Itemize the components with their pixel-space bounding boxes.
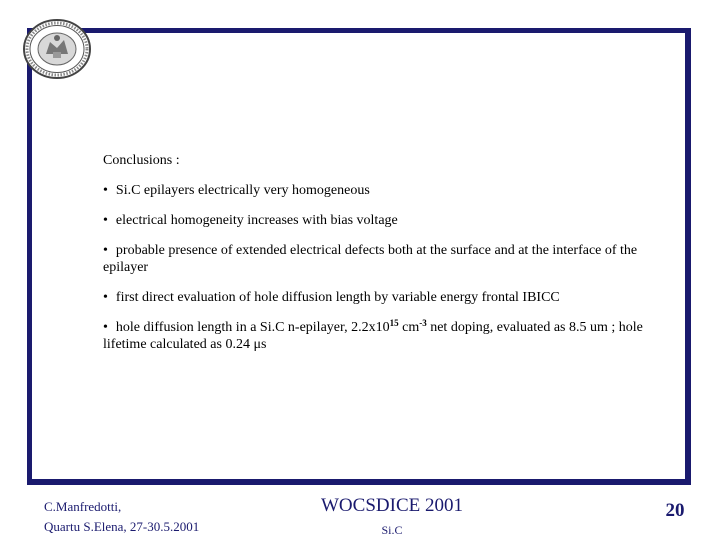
exponent: -3 bbox=[419, 318, 427, 328]
university-seal-icon bbox=[22, 18, 92, 80]
footer-author-block bbox=[44, 497, 199, 537]
bullet-item bbox=[103, 182, 643, 199]
conference-title: WOCSDICE 2001 bbox=[321, 495, 463, 516]
bullet-dot: • bbox=[103, 320, 108, 335]
slide-heading: Conclusions : bbox=[103, 153, 180, 168]
unit-microseconds: μs bbox=[253, 337, 267, 352]
bullet-text: probable presence of extended electrical defects both at the surface and at the interface of the epilayer bbox=[103, 243, 638, 275]
bullet-text: first direct evaluation of hole diffusion length by variable energy frontal IBICC bbox=[115, 290, 560, 305]
conference-topic: Si.C bbox=[381, 523, 403, 537]
bullet-dot: • bbox=[103, 290, 108, 305]
exponent: 15 bbox=[389, 318, 399, 328]
slide-body bbox=[103, 152, 643, 366]
bullet-item bbox=[103, 242, 643, 276]
footer-venue: Quartu S.Elena, 27-30.5.2001 bbox=[44, 519, 200, 534]
bullet-text: Si.C epilayers electrically very homogeneous bbox=[115, 183, 370, 198]
bullet-text-part: hole diffusion length in a Si.C n-epilayer, 2.2x10 bbox=[115, 320, 390, 335]
bullet-dot: • bbox=[103, 213, 108, 228]
bullet-dot: • bbox=[103, 183, 108, 198]
bullet-item bbox=[103, 289, 643, 306]
bullet-dot: • bbox=[103, 243, 108, 258]
bullet-item bbox=[103, 319, 643, 353]
footer-author: C.Manfredotti, bbox=[44, 499, 122, 514]
bullet-text-part: cm bbox=[398, 320, 420, 335]
bullet-text: electrical homogeneity increases with bias voltage bbox=[115, 213, 398, 228]
page-number: 20 bbox=[665, 500, 685, 521]
bullet-text-part: net doping, evaluated as 8.5 um ; hole lifetime calculated as 0.24 bbox=[103, 320, 643, 352]
footer-conference-block bbox=[292, 494, 492, 538]
bullet-item bbox=[103, 212, 643, 229]
